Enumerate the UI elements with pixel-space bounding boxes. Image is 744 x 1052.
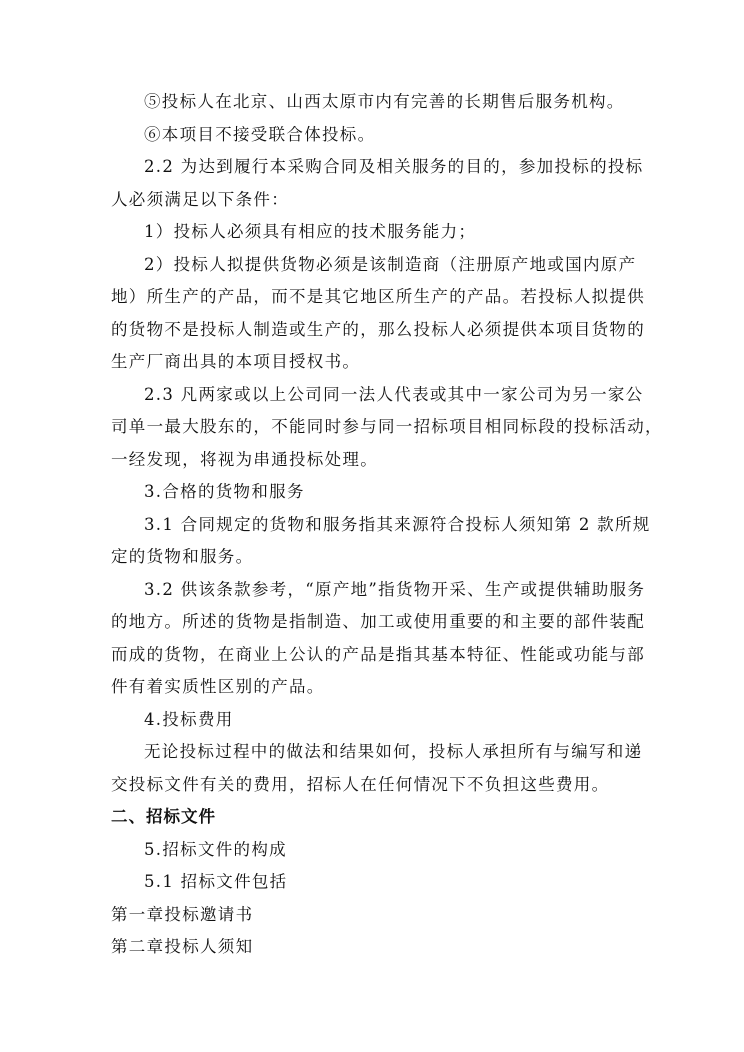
part-2-heading: 二、招标文件 <box>111 807 216 826</box>
section-2-2-line-2: 人必须满足以下条件： <box>111 189 289 209</box>
section-3-1-line-2: 定的货物和服务。 <box>111 547 254 566</box>
section-2-3-line-2: 司单一最大股东的，不能同时参与同一招标项目相同标段的投标活动， <box>111 417 663 436</box>
section-4-line-1: 无论投标过程中的做法和结果如何，投标人承担所有与编写和递 <box>144 742 643 761</box>
section-3-2-line-2: 的地方。所述的货物是指制造、加工或使用重要的和主要的部件装配 <box>111 612 645 631</box>
section-5-heading: 5.招标文件的构成 <box>144 839 287 859</box>
condition-1: 1）投标人必须具有相应的技术服务能力； <box>144 222 477 241</box>
clause-6-no-consortium: ⑥本项目不接受联合体投标。 <box>144 124 376 144</box>
condition-2-line-2: 地）所生产的产品，而不是其它地区所生产的产品。若投标人拟提供 <box>111 287 645 306</box>
section-2-3-line-3: 一经发现，将视为串通投标处理。 <box>111 449 378 469</box>
section-5-1: 5.1 招标文件包括 <box>144 872 288 891</box>
condition-2-line-4: 生产厂商出具的本项目授权书。 <box>111 352 361 371</box>
document-body <box>111 86 663 964</box>
section-3-heading: 3.合格的货物和服务 <box>144 482 305 501</box>
section-3-2-line-4: 件有着实质性区别的产品。 <box>111 677 325 696</box>
chapter-2-item: 第二章投标人须知 <box>111 937 254 956</box>
section-4-heading: 4.投标费用 <box>144 709 234 729</box>
chapter-1-item: 第一章投标邀请书 <box>111 904 254 924</box>
section-2-3-line-1: 2.3 凡两家或以上公司同一法人代表或其中一家公司为另一家公 <box>144 384 644 404</box>
section-3-2-line-1: 3.2 供该条款参考，“原产地”指货物开采、生产或提供辅助服务 <box>144 579 646 599</box>
section-3-2-line-3: 而成的货物，在商业上公认的产品是指其基本特征、性能或功能与部 <box>111 644 645 664</box>
section-3-1-line-1: 3.1 合同规定的货物和服务指其来源符合投标人须知第 2 款所规 <box>144 514 651 534</box>
condition-2-line-3: 的货物不是投标人制造或生产的，那么投标人必须提供本项目货物的 <box>111 319 645 339</box>
condition-2-line-1: 2）投标人拟提供货物必须是该制造商（注册原产地或国内原产 <box>144 254 637 274</box>
section-4-line-2: 交投标文件有关的费用，招标人在任何情况下不负担这些费用。 <box>111 774 610 794</box>
clause-5-service-requirement: ⑤投标人在北京、山西太原市内有完善的长期售后服务机构。 <box>144 92 625 111</box>
section-2-2-line-1: 2.2 为达到履行本采购合同及相关服务的目的，参加投标的投标 <box>144 157 644 176</box>
